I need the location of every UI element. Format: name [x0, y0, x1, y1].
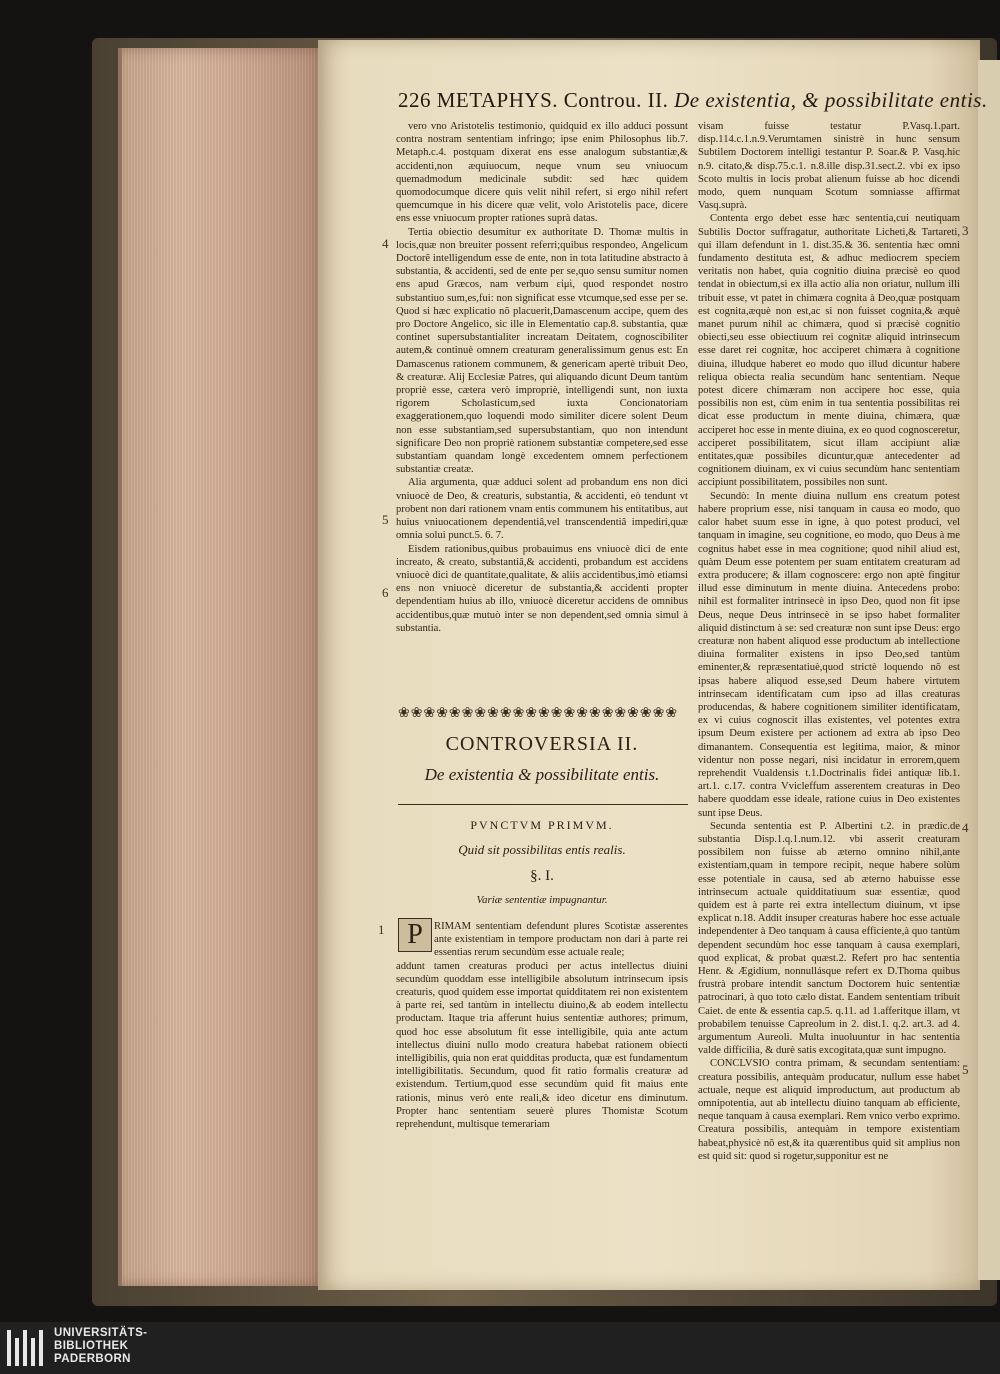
punctum-heading: PVNCTVM PRIMVM. [470, 818, 614, 832]
right-column [698, 120, 960, 1163]
controversia-subtitle: De existentia & possibilitate entis. [424, 765, 660, 784]
paragraph: CONCLVSIO contra primam, & secundam sententiam: creatura possibilis, antequàm producatur, nullum esse habet actuale, neque est aliquid improductum, aut productum ab omnipotentia, aut ab intellectu diuino tanquam ab efficiente, neque tanquam à causa exemplari. Rem vnico verbo exprimo. Creatura possibilis, antequàm in tempore existentiam habeat,physicè nõ est,& ita quærentibus quid sit amplius non est quid sit: quod si rogetur,supponitur est ne [698, 1058, 960, 1162]
paragraph: visam fuisse testatur P.Vasq.1.part. disp.114.c.1.n.9.Verumtamen sinistrè in hunc sensum Subtilem Doctorem intelligi testantur P. Soar.& P. Vasq.hic n.9. citato,& disp.75.c.1. n.8.ille disp.31.sect.2. vbi ex ipso Scoto multis in locis probat alienum fuisse ab hoc dicendi modo, quem nunquam Scotum somniasse affirmat Vasq.suprà. [698, 121, 960, 212]
next-page-edge [978, 60, 1000, 1280]
margin-number: 3 [962, 223, 969, 238]
library-bars-logo-icon [6, 1328, 48, 1368]
section-mark: §. I. [530, 868, 554, 884]
paragraph: Eisdem rationibus,quibus probauimus ens vniuocè dici de ente increato, & creato, substantiâ,& accidenti, probandum est accidens vniuocè dici de quantitate,qualitate, & aliis accidentibus,imò etiamsi ens non vniuocè diceretur de substantia,& accidenti propter dependentiam huius ab illo, vniuocè diceretur accidens de omnibus accidentibus,quæ mutuò inter se non dependent,sed omnia simul à substantia. [396, 543, 688, 634]
controversia-heading: CONTROVERSIA II. [445, 733, 639, 755]
paragraph [396, 920, 688, 1131]
paragraph: Secunda sententia est P. Albertini t.2. in prædic.de substantia Disp.1.q.1.num.12. vbi asserit creaturam possibilem non fuisse ab æterno omnino nihil,ante existentiam,quam in tempore recipit, neque habere solùm esse potentiale in causa, sed ab æterno habuisse esse intrinsecum actuale quidditatiuum suæ essentiæ, quod quidem est à parte rei extra intellectum diuinum, vt ipse explicat n.18. Addit insuper creaturas habere hoc esse actuale independenter à Deo tanquam à causa efficiente,à quo tantùm dependent secundùm hoc esse tanquam à causa exemplari, quod explicat, & probat quæst.2. Refert pro hac sententia Henr. & Ægidium, nonnullásque refert ex D.Thoma quibus frustrà probare intendit sanctum Doctorem huic sententiæ patrocinari, à quo toto cælo distat. Eandem sententiam tribuit Caiet. de ente & essentia cap.5. q.11. ad 1.afferitque illam, vt probabilem tenuisse Capreolum in 2. dist.1. q.2. art.3. ad 4. argumentum Aureoli. Multa inuoluuntur in hac sententia valde difficilia, & durè satis excogitata,quæ sunt impugno. [698, 820, 960, 1057]
divider [398, 804, 688, 805]
punctum-question: Quid sit possibilitas entis realis. [458, 842, 626, 857]
body-text: addunt tamen creaturas produci per actus intellectus diuini secundùm quoddam esse intelligibile absolutum intrinsecum ipsis creaturis, quod quidem esse importat quidditatem rei non existentem à parte rei, sed tantùm in intellectu diuino,& ab eodem intellectu productam. Itaque tria afferunt huius sententiæ authores; primum, quod hoc esse absolutum fit esse intelligibile, quia ante actum intellectus diuini nullo modo creatura habebat rationem obiecti intelligibilis, quia non erat quidditas producta, quæ est fundamentum intelligibilitatis. Secundum, quod fit ratio formalis creaturæ ad existendum. Tertium,quod esse secundùm quid fit maius ente rationis, minus verò ente reali,& ideo dicetur ens diminutum. Propter hanc sententiam seuerè plures Thomistæ Scotum reprehendunt, multisque temerariam [396, 960, 688, 1131]
section-title: Variæ sententiæ impugnantur. [476, 894, 608, 906]
library-name-line: UNIVERSITÄTS- [54, 1327, 148, 1339]
paragraph: Tertia obiectio desumitur ex authoritate D. Thomæ multis in locis,quæ non breuiter possent referri;quibus respondeo, Angelicum Doctorẽ intelligendum esse de ente, non in tota latitudine abstracto à substantia, & accidenti, sed de ente per se,quo sensu sumitur nomen ens apud Græcos, nam verbum εἰμὶ, quod respondet nostro substantiuo sum,es,fui: non significat esse vtcumque,sed esse per se. Quod si hæc explicatio nõ placuerit,Damascenum accipe, quem des pro Doctore Angelico, sic ille in Elementatio cap.8. substantia, quæ continet supersubstantialiter increatam Deitatem, cognoscibiliter autem,& continuè omnem creaturam generalissimum genus est: En Damascenus rationem communem, & genericam apertè tribuit Deo, & creaturæ. Alij Ecclesiæ Patres, qui aliquando dicunt Deum tantùm propriè esse, cætera verò impropriè, intelligendi sunt, non iuxta rigorem Scholasticum,sed iuxta Concionatoriam exaggerationem,quo loquendi modo similiter dicere solent Deum non esse substantiam,sed supersubstantiam, quo non intendunt significare Deo non propriè rationem substantiæ competere,sed esse substantiam quandam longè excedentem omnem perfectionem substantiæ creatæ. [396, 226, 688, 476]
decorated-initial: P [398, 918, 432, 952]
first-line: RIMAM sententiam defendunt plures Scotistæ asserentes ante existentiam in tempore productam non dari à parte rei essentias rerum secundùm esse actuale reale; [434, 921, 688, 959]
running-subtitle: De existentia, & possibilitate entis. [674, 88, 988, 112]
running-head [398, 88, 988, 113]
page-number: 226 [398, 88, 431, 112]
library-name [54, 1327, 147, 1366]
paragraph: Secundò: In mente diuina nullum ens creatum potest habere proprium esse, nisi tanquam in causa eo modo, quo calor habet suum esse in igne, à quo potest produci, vel tanquam in imagine, seu cognitione, eo modo, quo Deus à me cognitus habet esse in mea cognitione; quod nihil aliud est, quàm Deum esse potentem per suam entitatem creaturam ad extra producere; & illam cognoscere: ergo non aptè fingitur illud esse diminutum in mente diuina. Antecedens probo: nihil est formaliter intrinsecè in ipso Deo, quod non fit ipse Deus, neque Deus intrinsecè in se ipso habet formaliter aliquid distinctum à se: sed creaturæ non sunt ipse Deus: ergo creaturæ non habent aliquod esse productum ab intellectione diuina formaliter existens in ipso Deo,sed tantùm eminenter,& repræsentatiuè,quod strictè loquendo nõ est ipsas habere aliquod esse,sed Deum habere virtutem intrinsecam identificatam cum ipso ad illas creaturas producendas, & habere cognitionem similiter identificatam, ex vi cuius cognoscit illas existentes, vel potentes extra ipsum Deum existere per actionem ad extra ab ipso Deo dimanantem. Consequentia est legitima, maior, & minor videntur non posse negari, nisi incidatur in errorem,quem reprehendit Vualdensis t.1.Doctrinalis fidei antiquæ lib.1. art.1. c.17. contra Vvicleffum asserentem creaturas in Deo habere quoddam esse ideale, ratione cuius in Deo existentes sunt ipse Deus. [698, 490, 960, 819]
section-body [396, 920, 688, 1131]
paragraph: Contenta ergo debet esse hæc sententia,cui neutiquam Subtilis Doctor suffragatur, authoritate Licheti,& Tartareti, qui illam defendunt in 1. dist.35.& 36. sententia hæc omni fundamento destituta est, & adhuc mediocrem speciem veritatis non habet, quia cognitio diuina præcisè eo quod tendat in obiectum,si ex illa actio alia non oriatur, nullum illi tribuit esse, vt patet in chimæra cognita à Deo,quæ postquam est cognita,æquè non est,ac si non fuisset cognita,& æquè manet purum nihil ac chimæra, quod si præcisè cognitio obiecti,seu esse obiectiuum rei cognitæ aliquid intrinsecum esse daret rei cognitæ, hoc acciperet chimæra à cognitione diuina, illudque haberet eo modo quo illud dicuntur habere reliqua obiecta realia secundùm hanc sententiam. Neque potest dicere chimæram non accipere hoc esse, quia possibilis non est, cùm enim in tua sententia possibilitas rei dicat esse productum in mente diuina, chimæra, quæ acciperet hoc esse in mente diuina, ex eo quod cognosceretur, acciperet possibilitatem, sicut illam accipiunt aliæ entitates,quæ possibiles dicuntur,quæ antecedenter ad cognitionem diuinam, ex vi cuius secundùm hanc sententiam accipiunt possibilitatem, possibiles non sunt. [698, 213, 960, 489]
ornament-band: ❀❀❀❀❀❀❀❀❀❀❀❀❀❀❀❀❀❀❀❀❀❀ [398, 706, 679, 721]
footer-bar [0, 1322, 1000, 1374]
margin-number: 4 [382, 236, 389, 251]
left-column [396, 120, 688, 635]
running-title: METAPHYS. Controu. II. [436, 88, 669, 112]
margin-number: 1 [378, 922, 385, 937]
margin-number: 6 [382, 585, 389, 600]
library-name-line: BIBLIOTHEK [54, 1340, 129, 1352]
margin-number: 4 [962, 820, 969, 835]
paragraph: vero vno Aristotelis testimonio, quidquid ex illo adduci possunt contra nostram sententiam infringo; ipse enim Philosophus lib.7. Metaph.c.4. postquam dixerat ens esse analogum substantiæ,& accidenti,non æquiuocum, neque vnum seu vniuocum quemadmodum medicinale subdit: sed hæc quidem quomodocumque dicere quis velit nihil refert, si ergo nihil refert quemcumque in his dicere quæ velit, volo Aristotelis pace, dicere ens esse vniuocum propter rationes suprà datas. [396, 121, 688, 225]
library-name-line: PADERBORN [54, 1353, 131, 1365]
margin-number: 5 [382, 512, 389, 527]
margin-number: 5 [962, 1062, 969, 1077]
paragraph: Alia argumenta, quæ adduci solent ad probandum ens non dici vniuocè de Deo, & creaturis, substantia, & accidenti, eò tendunt vt probent non dari rationem vnam entis communem his entitatibus, aut huius vniuocationem dependentiâ,vel transcendentiâ impediri,quæ omnia solui punct.5. 6. 7. [396, 477, 688, 542]
page-edges [118, 48, 327, 1286]
